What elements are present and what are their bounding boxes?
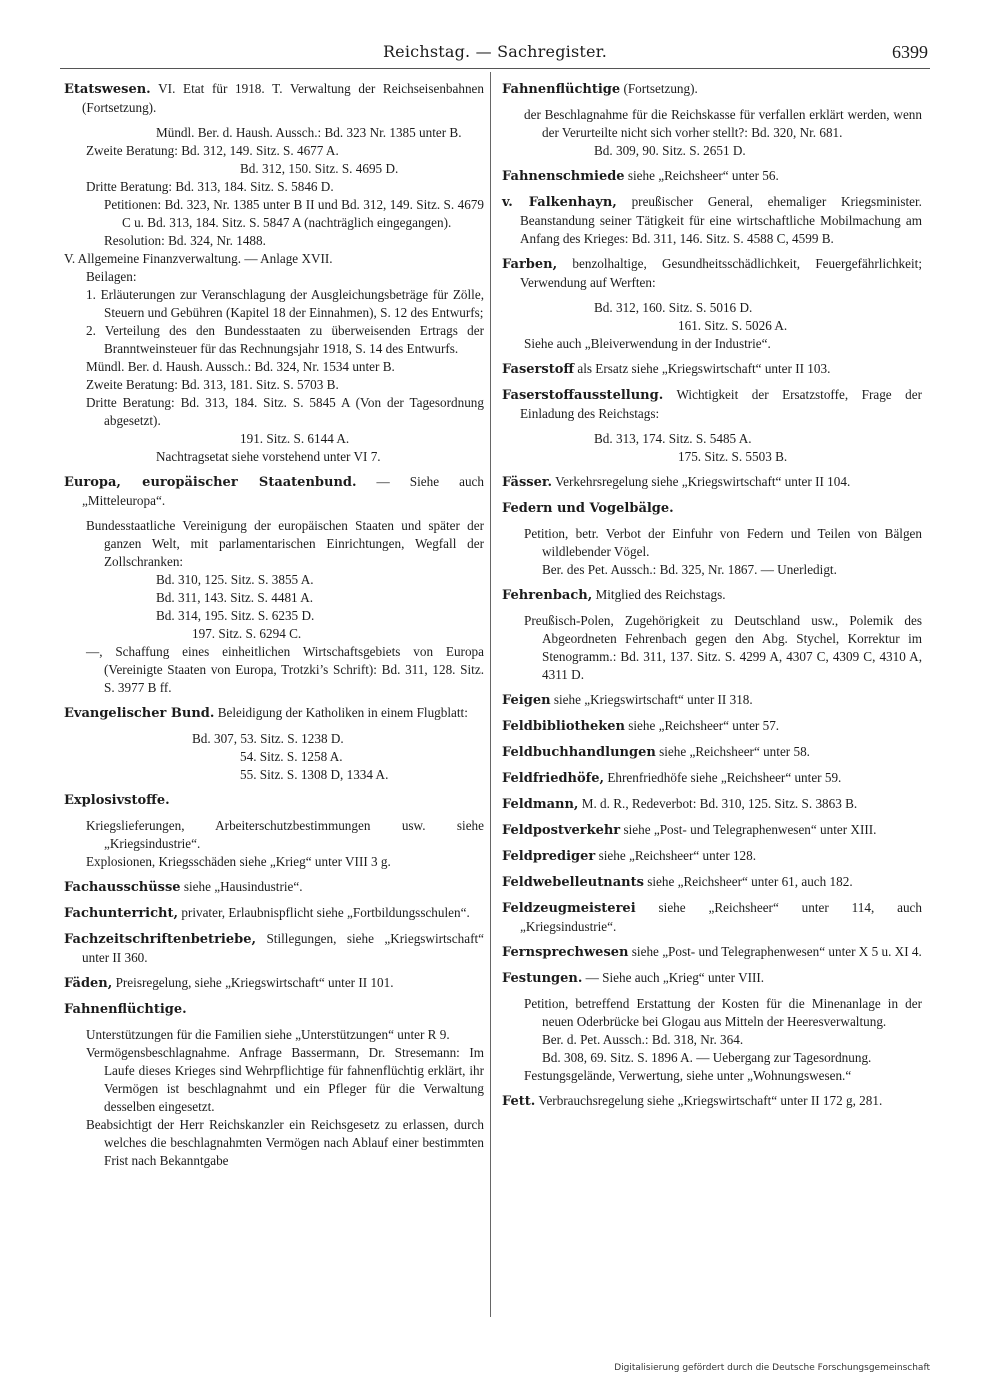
entry-line: 175. Sitz. S. 5503 B.: [678, 449, 788, 464]
page-number: 6399: [892, 42, 928, 62]
entry-text: siehe „Post- und Telegraphenwesen“ unter XIII.: [623, 822, 877, 837]
entry-line: Resolution: Bd. 324, Nr. 1488.: [104, 233, 266, 248]
entry-line: —, Schaffung eines einheitlichen Wirtschaftsgebiets von Europa (Vereinigte Staaten von Europa, Trotzki’s Schrift): Bd. 311, 128. Sitz. S. 3977 B ff.: [86, 644, 484, 695]
entry-heading: v. Falkenhayn,: [502, 195, 617, 210]
entry-line: Zweite Beratung: Bd. 313, 181. Sitz. S. 5703 B.: [86, 377, 339, 392]
entry-line: V. Allgemeine Finanzverwaltung. — Anlage XVII.: [64, 251, 333, 266]
index-entry-fahnenfluechtige-cont: [502, 80, 922, 167]
entry-heading: Fehrenbach,: [502, 588, 593, 603]
entry-heading: Fachzeitschriftenbetriebe,: [64, 932, 257, 947]
index-entry-evangelischer-bund: [64, 704, 484, 791]
right-column: [502, 80, 922, 1118]
entry-line: Bd. 313, 174. Sitz. S. 5485 A.: [594, 431, 752, 446]
index-entry-falkenhayn: [502, 193, 922, 248]
entry-line: Bd. 312, 160. Sitz. S. 5016 D.: [594, 300, 753, 315]
entry-heading: Feldfriedhöfe,: [502, 771, 605, 786]
index-entry-feldpostverkehr: [502, 821, 922, 840]
entry-heading: Fett.: [502, 1094, 536, 1109]
entry-line: Beilagen:: [86, 269, 137, 284]
entry-line: Bd. 308, 69. Sitz. S. 1896 A. — Uebergang zur Tagesordnung.: [542, 1050, 872, 1065]
entry-line: Petition, betr. Verbot der Einfuhr von Federn und Teilen von Bälgen wildlebender Vögel.: [524, 526, 922, 559]
entry-heading: Fachunterricht,: [64, 906, 179, 921]
left-column: [64, 80, 484, 1170]
index-entry-fernsprechwesen: [502, 943, 922, 962]
index-entry-festungen: [502, 969, 922, 1092]
index-entry-faesser: [502, 473, 922, 492]
entry-text: (Fortsetzung).: [623, 81, 698, 96]
entry-text: siehe „Reichsheer“ unter 58.: [659, 744, 810, 759]
entry-heading: Feldbibliotheken: [502, 719, 625, 734]
entry-heading: Fahnenflüchtige.: [64, 1002, 187, 1017]
entry-text: VI. Etat für 1918. T. Verwaltung der Reichseisenbahnen (Fortsetzung).: [82, 81, 485, 115]
entry-heading: Evangelischer Bund.: [64, 706, 215, 721]
entry-text: M. d. R., Redeverbot: Bd. 310, 125. Sitz. S. 3863 B.: [581, 796, 858, 811]
entry-line: Ber. des Pet. Aussch.: Bd. 325, Nr. 1867. — Unerledigt.: [542, 562, 837, 577]
entry-text: siehe „Hausindustrie“.: [183, 879, 303, 894]
index-entry-federn: [502, 499, 922, 586]
entry-text: Preisregelung, siehe „Kriegswirtschaft“ unter II 101.: [115, 975, 394, 990]
entry-line: Preußisch-Polen, Zugehörigkeit zu Deutschland usw., Polemik des Abgeordneten Fehrenbach gegen den Abg. Stychel, Korrektur im Stenogramm.: Bd. 311, 137. Sitz. S. 4299 A, 4307 C, 4309 C, 4310 A, 4311 D.: [524, 613, 922, 682]
entry-heading: Feldprediger: [502, 849, 596, 864]
entry-text: preußischer General, ehemaliger Kriegsminister. Beanstandung seiner Tätigkeit für eine wirtschaftliche Mobilmachung am Anfang des Krieges: Bd. 311, 146. Sitz. S. 4588 C, 4599 B.: [520, 194, 922, 246]
entry-text: — Siehe auch „Mitteleuropa“.: [82, 474, 484, 508]
entry-line: 55. Sitz. S. 1308 D, 1334 A.: [240, 767, 389, 782]
entry-line: 191. Sitz. S. 6144 A.: [240, 431, 350, 446]
entry-text: siehe „Reichsheer“ unter 128.: [598, 848, 757, 863]
entry-text: Verbrauchsregelung siehe „Kriegswirtschaft“ unter II 172 g, 281.: [538, 1093, 883, 1108]
entry-text: privater, Erlaubnispflicht siehe „Fortbildungsschulen“.: [181, 905, 470, 920]
index-entry-fachzeitschriftenbetriebe: [64, 930, 484, 967]
entry-text: Ehrenfriedhöfe siehe „Reichsheer“ unter 59.: [607, 770, 842, 785]
index-entry-fachausschuesse: [64, 878, 484, 897]
entry-line: 197. Sitz. S. 6294 C.: [192, 626, 302, 641]
entry-text: Mitglied des Reichstags.: [595, 587, 726, 602]
entry-text: siehe „Reichsheer“ unter 56.: [627, 168, 779, 183]
digitization-credit: Digitalisierung gefördert durch die Deutsche Forschungsgemeinschaft: [614, 1363, 930, 1373]
entry-text: Verkehrsregelung siehe „Kriegswirtschaft“ unter II 104.: [555, 474, 851, 489]
index-entry-feldwebelleutnants: [502, 873, 922, 892]
entry-line: 1. Erläuterungen zur Veranschlagung der Ausgleichungsbeträge für Zölle, Steuern und Gebühren (Kapitel 18 der Einnahmen), S. 12 des Entwurfs;: [86, 287, 484, 320]
entry-text: siehe „Reichsheer“ unter 57.: [628, 718, 780, 733]
entry-line: Siehe auch „Bleiverwendung in der Industrie“.: [524, 336, 771, 351]
entry-text: Wichtigkeit der Ersatzstoffe, Frage der Einladung des Reichstags:: [520, 387, 923, 421]
entry-line: Unterstützungen für die Familien siehe „Unterstützungen“ unter R 9.: [86, 1027, 450, 1042]
entry-line: 2. Verteilung des den Bundesstaaten zu überweisenden Ertrags der Branntweinsteuer für das Rechnungsjahr 1918, S. 14 des Entwurfs.: [86, 323, 484, 356]
entry-text: Beleidigung der Katholiken in einem Flugblatt:: [217, 705, 468, 720]
index-entry-feldbuchhandlungen: [502, 743, 922, 762]
index-entry-feldmann: [502, 795, 922, 814]
entry-heading: Explosivstoffe.: [64, 793, 170, 808]
entry-text: benzolhaltige, Gesundheitsschädlichkeit, Feuergefährlichkeit; Verwendung auf Werften:: [520, 256, 922, 290]
entry-line: Bd. 311, 143. Sitz. S. 4481 A.: [156, 590, 314, 605]
entry-text: siehe „Reichsheer“ unter 61, auch 182.: [647, 874, 853, 889]
index-entry-fahnenschmiede: [502, 167, 922, 186]
entry-text: siehe „Reichsheer“ unter 114, auch „Kriegsindustrie“.: [520, 900, 923, 934]
entry-line: Kriegslieferungen, Arbeiterschutzbestimmungen usw. siehe „Kriegsindustrie“.: [86, 818, 484, 851]
entry-line: Petition, betreffend Erstattung der Kosten für die Minenanlage in der neuen Oderbrücke bei Glogau aus Mitteln der Heeresverwaltung.: [524, 996, 922, 1029]
index-entry-feldbibliotheken: [502, 717, 922, 736]
entry-heading: Feldbuchhandlungen: [502, 745, 656, 760]
index-entry-feldfriedhoefe: [502, 769, 922, 788]
entry-heading: Etatswesen.: [64, 82, 151, 97]
entry-heading: Fahnenschmiede: [502, 169, 625, 184]
entry-heading: Feldmann,: [502, 797, 579, 812]
entry-line: Dritte Beratung: Bd. 313, 184. Sitz. S. 5845 A (Von der Tagesordnung abgesetzt).: [86, 395, 484, 428]
entry-line: Bd. 312, 150. Sitz. S. 4695 D.: [240, 161, 399, 176]
entry-line: Bd. 314, 195. Sitz. S. 6235 D.: [156, 608, 315, 623]
entry-line: Bd. 307, 53. Sitz. S. 1238 D.: [192, 731, 344, 746]
entry-heading: Feldwebelleutnants: [502, 875, 644, 890]
entry-text: Stillegungen, siehe „Kriegswirtschaft“ unter II 360.: [82, 931, 485, 965]
entry-line: Festungsgelände, Verwertung, siehe unter „Wohnungswesen.“: [524, 1068, 852, 1083]
index-entry-faserstoff: [502, 360, 922, 379]
entry-line: 161. Sitz. S. 5026 A.: [678, 318, 788, 333]
index-entry-fehrenbach: [502, 586, 922, 691]
index-entry-europa: [64, 473, 484, 704]
entry-line: Bd. 309, 90. Sitz. S. 2651 D.: [594, 143, 746, 158]
index-entry-farben: [502, 255, 922, 360]
index-entry-faeden: [64, 974, 484, 993]
page-header: [60, 38, 930, 68]
entry-heading: Farben,: [502, 257, 558, 272]
entry-line: Vermögensbeschlagnahme. Anfrage Bassermann, Dr. Stresemann: Im Laufe dieses Krieges sind Wehrpflichtige für fahnenflüchtig erklärt, ihr Vermögen ist beschlagnahmt und ein Pfleger für die Verwaltung desselben eingesetzt.: [86, 1045, 484, 1114]
index-entry-feldprediger: [502, 847, 922, 866]
entry-heading: Federn und Vogelbälge.: [502, 501, 674, 516]
entry-line: Ber. d. Pet. Aussch.: Bd. 318, Nr. 364.: [542, 1032, 744, 1047]
index-entry-feigen: [502, 691, 922, 710]
entry-text: siehe „Post- und Telegraphenwesen“ unter X 5 u. XI 4.: [631, 944, 922, 959]
entry-line: Dritte Beratung: Bd. 313, 184. Sitz. S. 5846 D.: [86, 179, 334, 194]
entry-heading: Fachausschüsse: [64, 880, 181, 895]
index-entry-fett: [502, 1092, 922, 1111]
entry-text: als Ersatz siehe „Kriegswirtschaft“ unter II 103.: [577, 361, 831, 376]
entry-line: Zweite Beratung: Bd. 312, 149. Sitz. S. 4677 A.: [86, 143, 339, 158]
index-entry-feldzeugmeisterei: [502, 899, 922, 936]
entry-line: Beabsichtigt der Herr Reichskanzler ein Reichsgesetz zu erlassen, durch welches die beschlagnahmten Vermögen nach Ablauf einer bestimmten Frist nach Bekanntgabe: [86, 1117, 484, 1168]
entry-heading: Feldzeugmeisterei: [502, 901, 636, 916]
entry-line: Explosionen, Kriegsschäden siehe „Krieg“ unter VIII 3 g.: [86, 854, 391, 869]
entry-heading: Fahnenflüchtige: [502, 82, 621, 97]
index-entry-fachunterricht: [64, 904, 484, 923]
entry-line: Mündl. Ber. d. Haush. Aussch.: Bd. 324, Nr. 1534 unter B.: [86, 359, 395, 374]
entry-line: Nachtragsetat siehe vorstehend unter VI 7.: [156, 449, 381, 464]
index-entry-explosivstoffe: [64, 791, 484, 878]
index-entry-faserstoffausstellung: [502, 386, 922, 473]
entry-line: der Beschlagnahme für die Reichskasse für verfallen erklärt werden, wenn der Verurteilte nicht sich vorher stellt?: Bd. 320, Nr. 681.: [524, 107, 922, 140]
entry-line: Bd. 310, 125. Sitz. S. 3855 A.: [156, 572, 314, 587]
entry-line: Mündl. Ber. d. Haush. Aussch.: Bd. 323 Nr. 1385 unter B.: [156, 125, 462, 140]
index-entry-etatswesen: [64, 80, 484, 473]
entry-heading: Feigen: [502, 693, 551, 708]
entry-heading: Faserstoffausstellung.: [502, 388, 664, 403]
entry-heading: Fernsprechwesen: [502, 945, 629, 960]
entry-heading: Europa, europäischer Staatenbund.: [64, 475, 357, 490]
index-entry-fahnenfluechtige: [64, 1000, 484, 1170]
header-rule: [60, 68, 930, 69]
entry-line: Bundesstaatliche Vereinigung der europäischen Staaten und später der ganzen Welt, mit parlamentarischen Einrichtungen, Wegfall der Zollschranken:: [86, 518, 484, 569]
entry-heading: Fäden,: [64, 976, 113, 991]
entry-line: Petitionen: Bd. 323, Nr. 1385 unter B II und Bd. 312, 149. Sitz. S. 4679 C u. Bd. 313, 184. Sitz. S. 5847 A (nachträglich eingegangen).: [104, 197, 484, 230]
entry-line: 54. Sitz. S. 1258 A.: [240, 749, 343, 764]
entry-heading: Festungen.: [502, 971, 583, 986]
running-title: Reichstag. — Sachregister.: [382, 42, 608, 61]
entry-text: siehe „Kriegswirtschaft“ unter II 318.: [553, 692, 753, 707]
entry-text: — Siehe auch „Krieg“ unter VIII.: [585, 970, 765, 985]
column-divider: [490, 72, 491, 1317]
entry-heading: Faserstoff: [502, 362, 575, 377]
entry-heading: Feldpostverkehr: [502, 823, 621, 838]
entry-heading: Fässer.: [502, 475, 553, 490]
